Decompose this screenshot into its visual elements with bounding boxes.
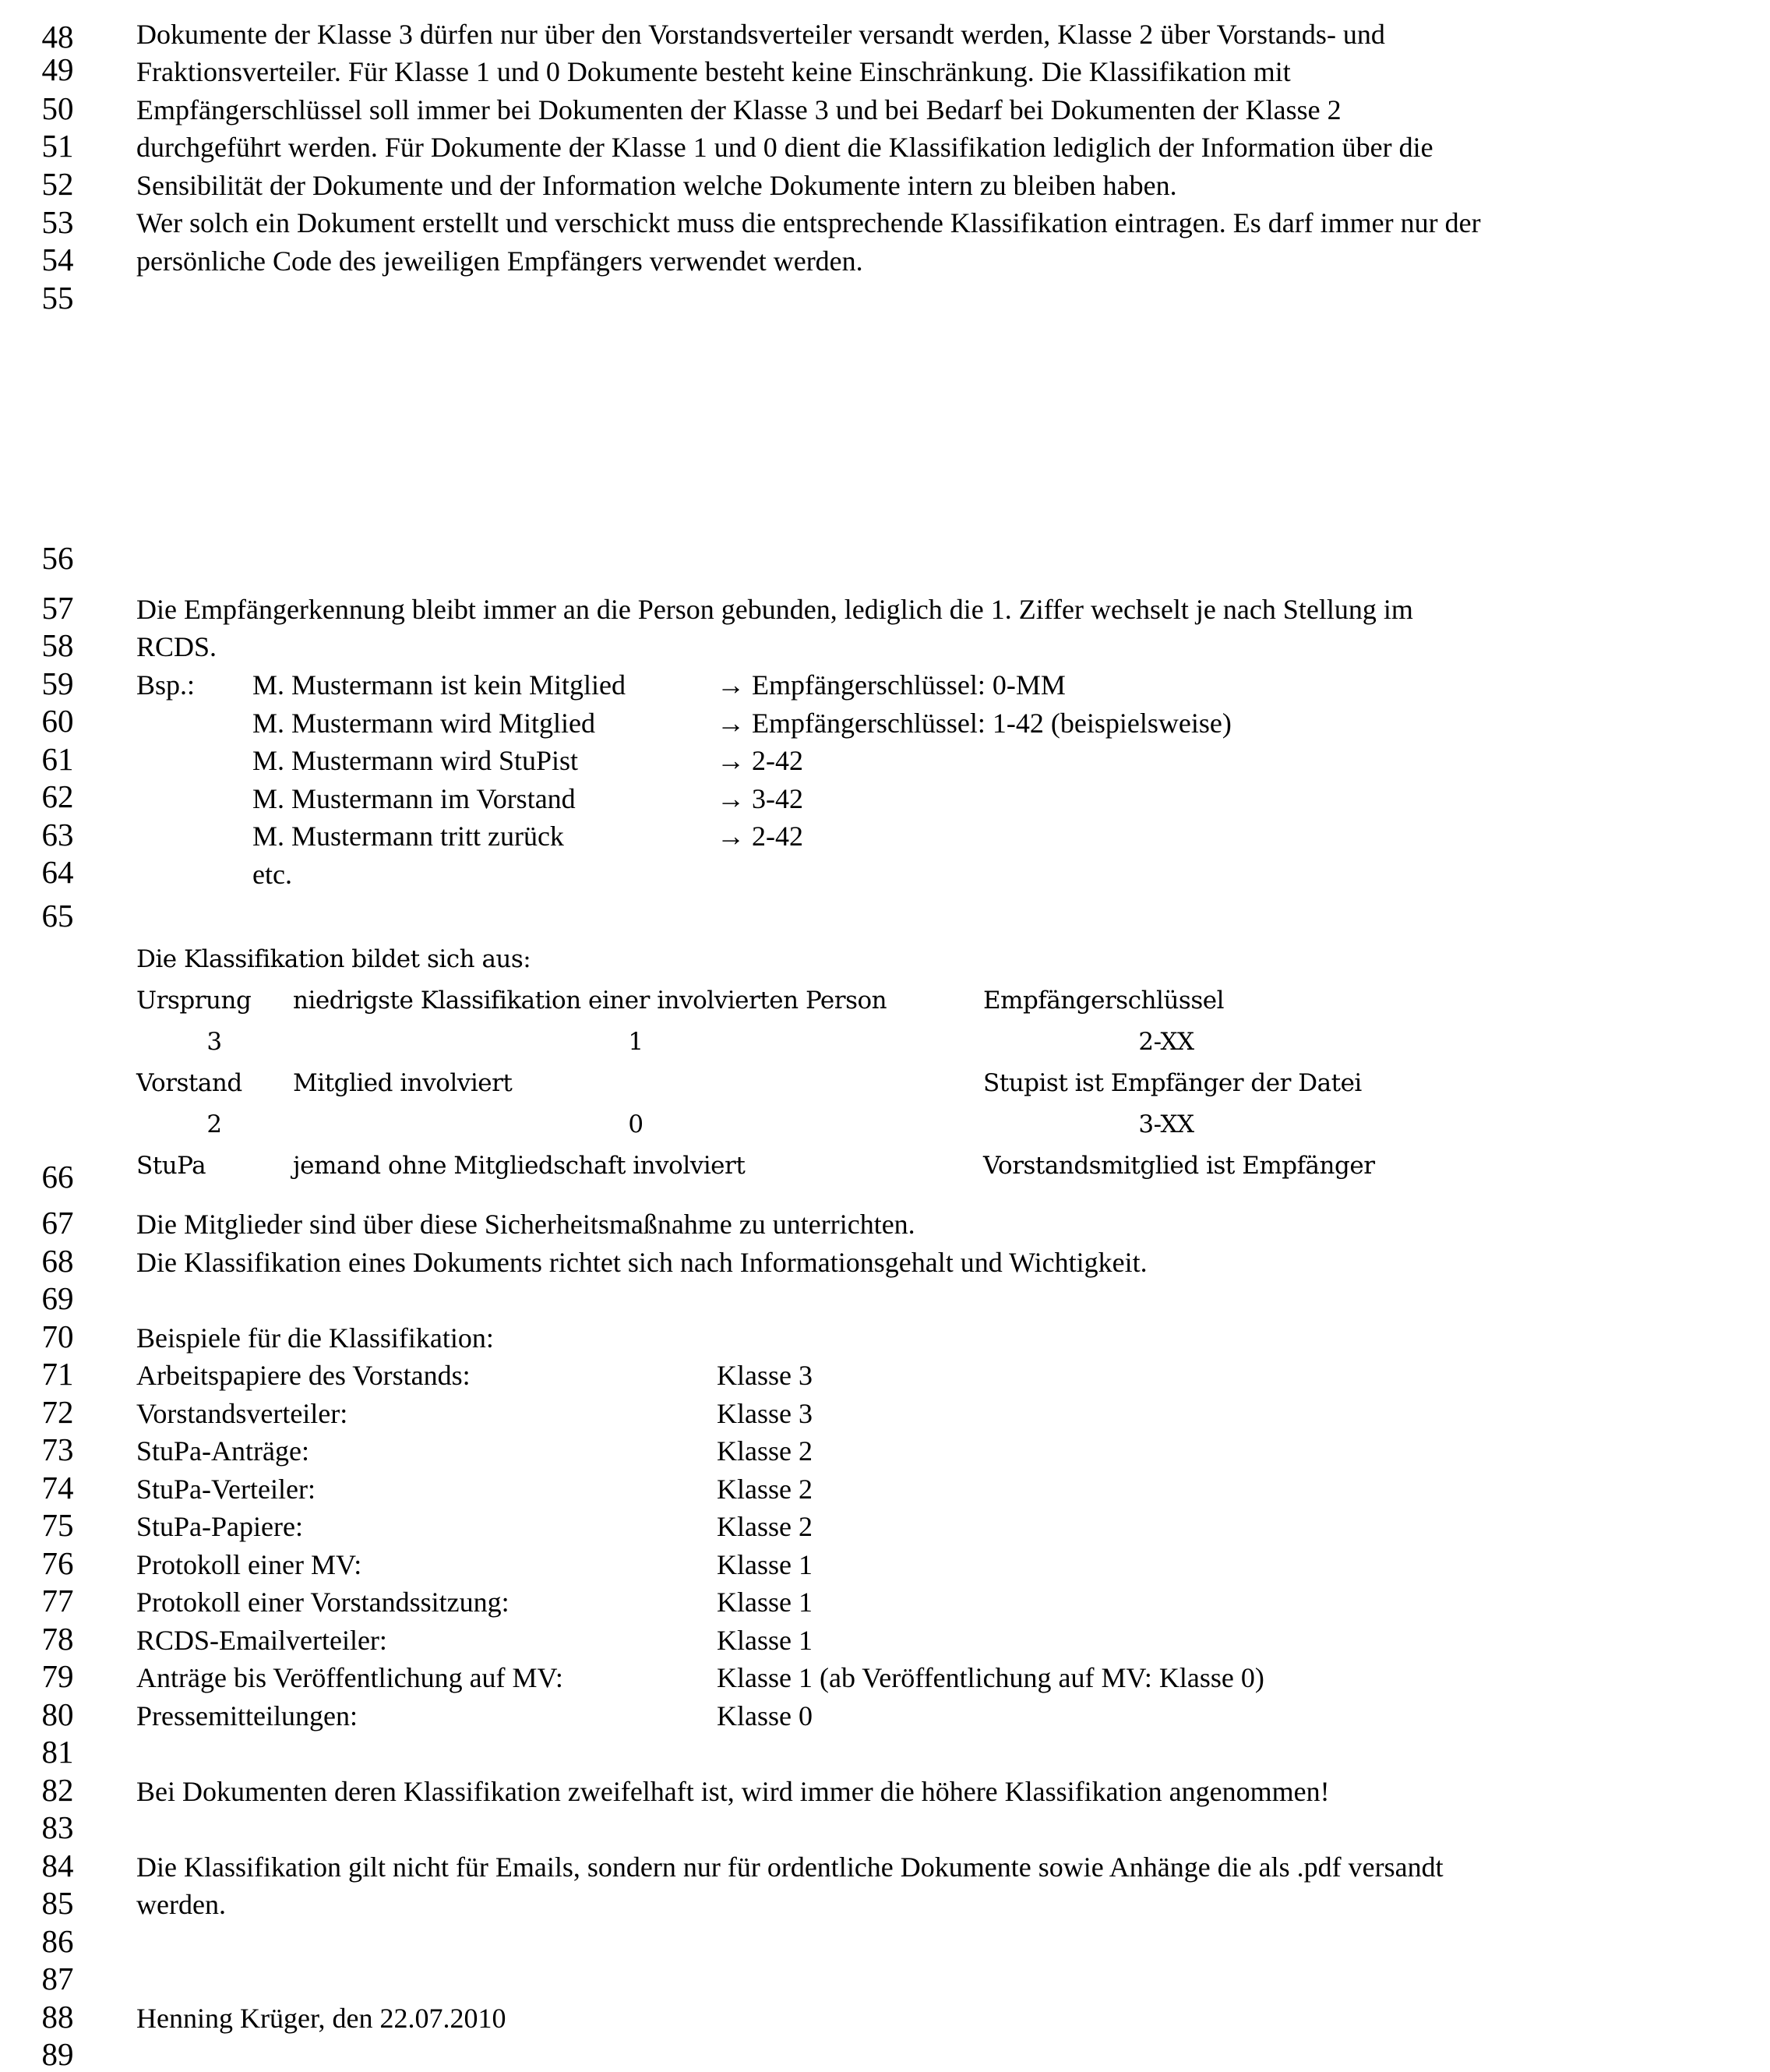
line-number: 68	[41, 1243, 74, 1279]
line-number: 51	[41, 128, 74, 164]
example-result: → 2-42	[717, 821, 803, 852]
beispiel-klasse: Klasse 3	[717, 1398, 813, 1429]
table-value: 2	[206, 1110, 222, 1138]
paragraph-line: Empfängerschlüssel soll immer bei Dokumenten der Klasse 3 und bei Bedarf bei Dokumenten der Klasse 2	[136, 94, 1342, 125]
line-number: 57	[41, 590, 74, 626]
line-number: 89	[41, 2036, 74, 2072]
line-number: 78	[41, 1621, 74, 1657]
line-number: 70	[41, 1318, 74, 1354]
line-number: 75	[41, 1507, 74, 1543]
line-number: 52	[41, 166, 74, 202]
emails-line: Die Klassifikation gilt nicht für Emails, sondern nur für ordentliche Dokumente sowie Anhänge die als .pdf versandt	[136, 1851, 1444, 1883]
line-number: 79	[41, 1658, 74, 1694]
table-value: 2-XX	[1138, 1028, 1194, 1056]
beispiel-klasse: Klasse 1	[717, 1625, 813, 1656]
example-person: M. Mustermann im Vorstand	[252, 783, 576, 814]
table-heading: Die Klassifikation bildet sich aus:	[136, 945, 531, 973]
line-number: 62	[41, 778, 74, 814]
beispiel-doc: Anträge bis Veröffentlichung auf MV:	[136, 1662, 563, 1693]
line-number: 66	[41, 1159, 74, 1195]
line-number: 64	[41, 854, 74, 890]
table-label: Mitglied involviert	[293, 1069, 513, 1097]
paragraph-line: Sensibilität der Dokumente und der Information welche Dokumente intern zu bleiben haben.	[136, 170, 1177, 201]
line-number: 80	[41, 1696, 74, 1732]
example-result: → 2-42	[717, 745, 803, 776]
line-number: 71	[41, 1356, 74, 1392]
beispiel-doc: RCDS-Emailverteiler:	[136, 1625, 387, 1656]
line-number: 50	[41, 90, 74, 126]
info-line: Die Mitglieder sind über diese Sicherheitsmaßnahme zu unterrichten.	[136, 1209, 915, 1240]
table-col-header: Empfängerschlüssel	[983, 987, 1224, 1015]
line-number: 77	[41, 1583, 74, 1618]
paragraph-line: Dokumente der Klasse 3 dürfen nur über den Vorstandsverteiler versandt werden, Klasse 2 über Vorstands- und	[136, 19, 1385, 50]
beispiel-doc: Protokoll einer Vorstandssitzung:	[136, 1587, 509, 1618]
line-number: 48	[41, 19, 74, 55]
example-result: → Empfängerschlüssel: 1-42 (beispielsweise)	[717, 708, 1232, 739]
example-result: → 3-42	[717, 783, 803, 814]
table-label: jemand ohne Mitgliedschaft involviert	[293, 1152, 746, 1180]
beispiel-klasse: Klasse 1	[717, 1549, 813, 1580]
beispiel-doc: Vorstandsverteiler:	[136, 1398, 348, 1429]
line-number: 69	[41, 1280, 74, 1316]
line-number: 86	[41, 1923, 74, 1959]
line-number: 67	[41, 1205, 74, 1241]
line-number: 84	[41, 1848, 74, 1883]
paragraph-line: persönliche Code des jeweiligen Empfängers verwendet werden.	[136, 245, 863, 277]
line-number: 76	[41, 1545, 74, 1581]
beispiel-doc: Protokoll einer MV:	[136, 1549, 362, 1580]
table-label: Vorstand	[136, 1069, 242, 1097]
line-number: 81	[41, 1734, 74, 1770]
zweifel-line: Bei Dokumenten deren Klassifikation zweifelhaft ist, wird immer die höhere Klassifikation angenommen!	[136, 1776, 1330, 1807]
bsp-label: Bsp.:	[136, 669, 196, 701]
beispiel-doc: StuPa-Papiere:	[136, 1511, 303, 1542]
line-number: 85	[41, 1885, 74, 1921]
paragraph-line: Wer solch ein Dokument erstellt und verschickt muss die entsprechende Klassifikation eintragen. Es darf immer nur der	[136, 207, 1481, 238]
beispiel-klasse: Klasse 2	[717, 1511, 813, 1542]
example-result: → Empfängerschlüssel: 0-MM	[717, 669, 1066, 701]
paragraph-line: Fraktionsverteiler. Für Klasse 1 und 0 Dokumente besteht keine Einschränkung. Die Klassifikation mit	[136, 56, 1291, 87]
table-col-header: niedrigste Klassifikation einer involvierten Person	[293, 987, 887, 1015]
beispiel-klasse: Klasse 1 (ab Veröffentlichung auf MV: Klasse 0)	[717, 1662, 1264, 1693]
table-label: StuPa	[136, 1152, 206, 1180]
table-value: 1	[628, 1028, 643, 1056]
line-number: 73	[41, 1431, 74, 1467]
line-number: 60	[41, 703, 74, 739]
table-label: Vorstandsmitglied ist Empfänger	[983, 1152, 1375, 1180]
line-number: 54	[41, 242, 74, 277]
example-person: M. Mustermann tritt zurück	[252, 821, 564, 852]
line-number: 87	[41, 1961, 74, 1996]
beispiel-doc: Arbeitspapiere des Vorstands:	[136, 1360, 471, 1391]
kennung-line: Die Empfängerkennung bleibt immer an die Person gebunden, lediglich die 1. Ziffer wechselt je nach Stellung im	[136, 594, 1413, 625]
line-number: 49	[41, 51, 74, 87]
example-person: M. Mustermann wird Mitglied	[252, 708, 595, 739]
beispiel-klasse: Klasse 1	[717, 1587, 813, 1618]
beispiel-doc: StuPa-Anträge:	[136, 1435, 309, 1467]
table-value: 3	[206, 1028, 222, 1056]
line-number: 59	[41, 665, 74, 701]
paragraph-line: durchgeführt werden. Für Dokumente der Klasse 1 und 0 dient die Klassifikation lediglich der Information über die	[136, 132, 1433, 163]
info-line: Die Klassifikation eines Dokuments richtet sich nach Informationsgehalt und Wichtigkeit.	[136, 1247, 1148, 1278]
table-value: 0	[628, 1110, 643, 1138]
beispiel-klasse: Klasse 3	[717, 1360, 813, 1391]
line-number: 53	[41, 204, 74, 240]
line-number: 61	[41, 741, 74, 777]
beispiele-heading: Beispiele für die Klassifikation:	[136, 1322, 494, 1354]
line-number: 83	[41, 1809, 74, 1845]
beispiel-klasse: Klasse 0	[717, 1700, 813, 1731]
line-number: 72	[41, 1394, 74, 1430]
example-person: M. Mustermann wird StuPist	[252, 745, 579, 776]
table-label: Stupist ist Empfänger der Datei	[983, 1069, 1362, 1097]
table-col-header: Ursprung	[136, 987, 252, 1015]
example-person: M. Mustermann ist kein Mitglied	[252, 669, 626, 701]
emails-line: werden.	[136, 1889, 226, 1920]
table-value: 3-XX	[1138, 1110, 1194, 1138]
line-number: 56	[41, 540, 74, 576]
line-number: 74	[41, 1470, 74, 1505]
line-number: 82	[41, 1772, 74, 1808]
line-number: 55	[41, 280, 74, 316]
signature: Henning Krüger, den 22.07.2010	[136, 2003, 506, 2034]
kennung-line: RCDS.	[136, 631, 217, 662]
line-number: 88	[41, 1999, 74, 2035]
example-person: etc.	[252, 859, 292, 890]
beispiel-klasse: Klasse 2	[717, 1435, 813, 1467]
line-number: 58	[41, 627, 74, 663]
beispiel-doc: StuPa-Verteiler:	[136, 1474, 316, 1505]
beispiel-klasse: Klasse 2	[717, 1474, 813, 1505]
beispiel-doc: Pressemitteilungen:	[136, 1700, 358, 1731]
line-number: 63	[41, 817, 74, 852]
line-number: 65	[41, 898, 74, 934]
